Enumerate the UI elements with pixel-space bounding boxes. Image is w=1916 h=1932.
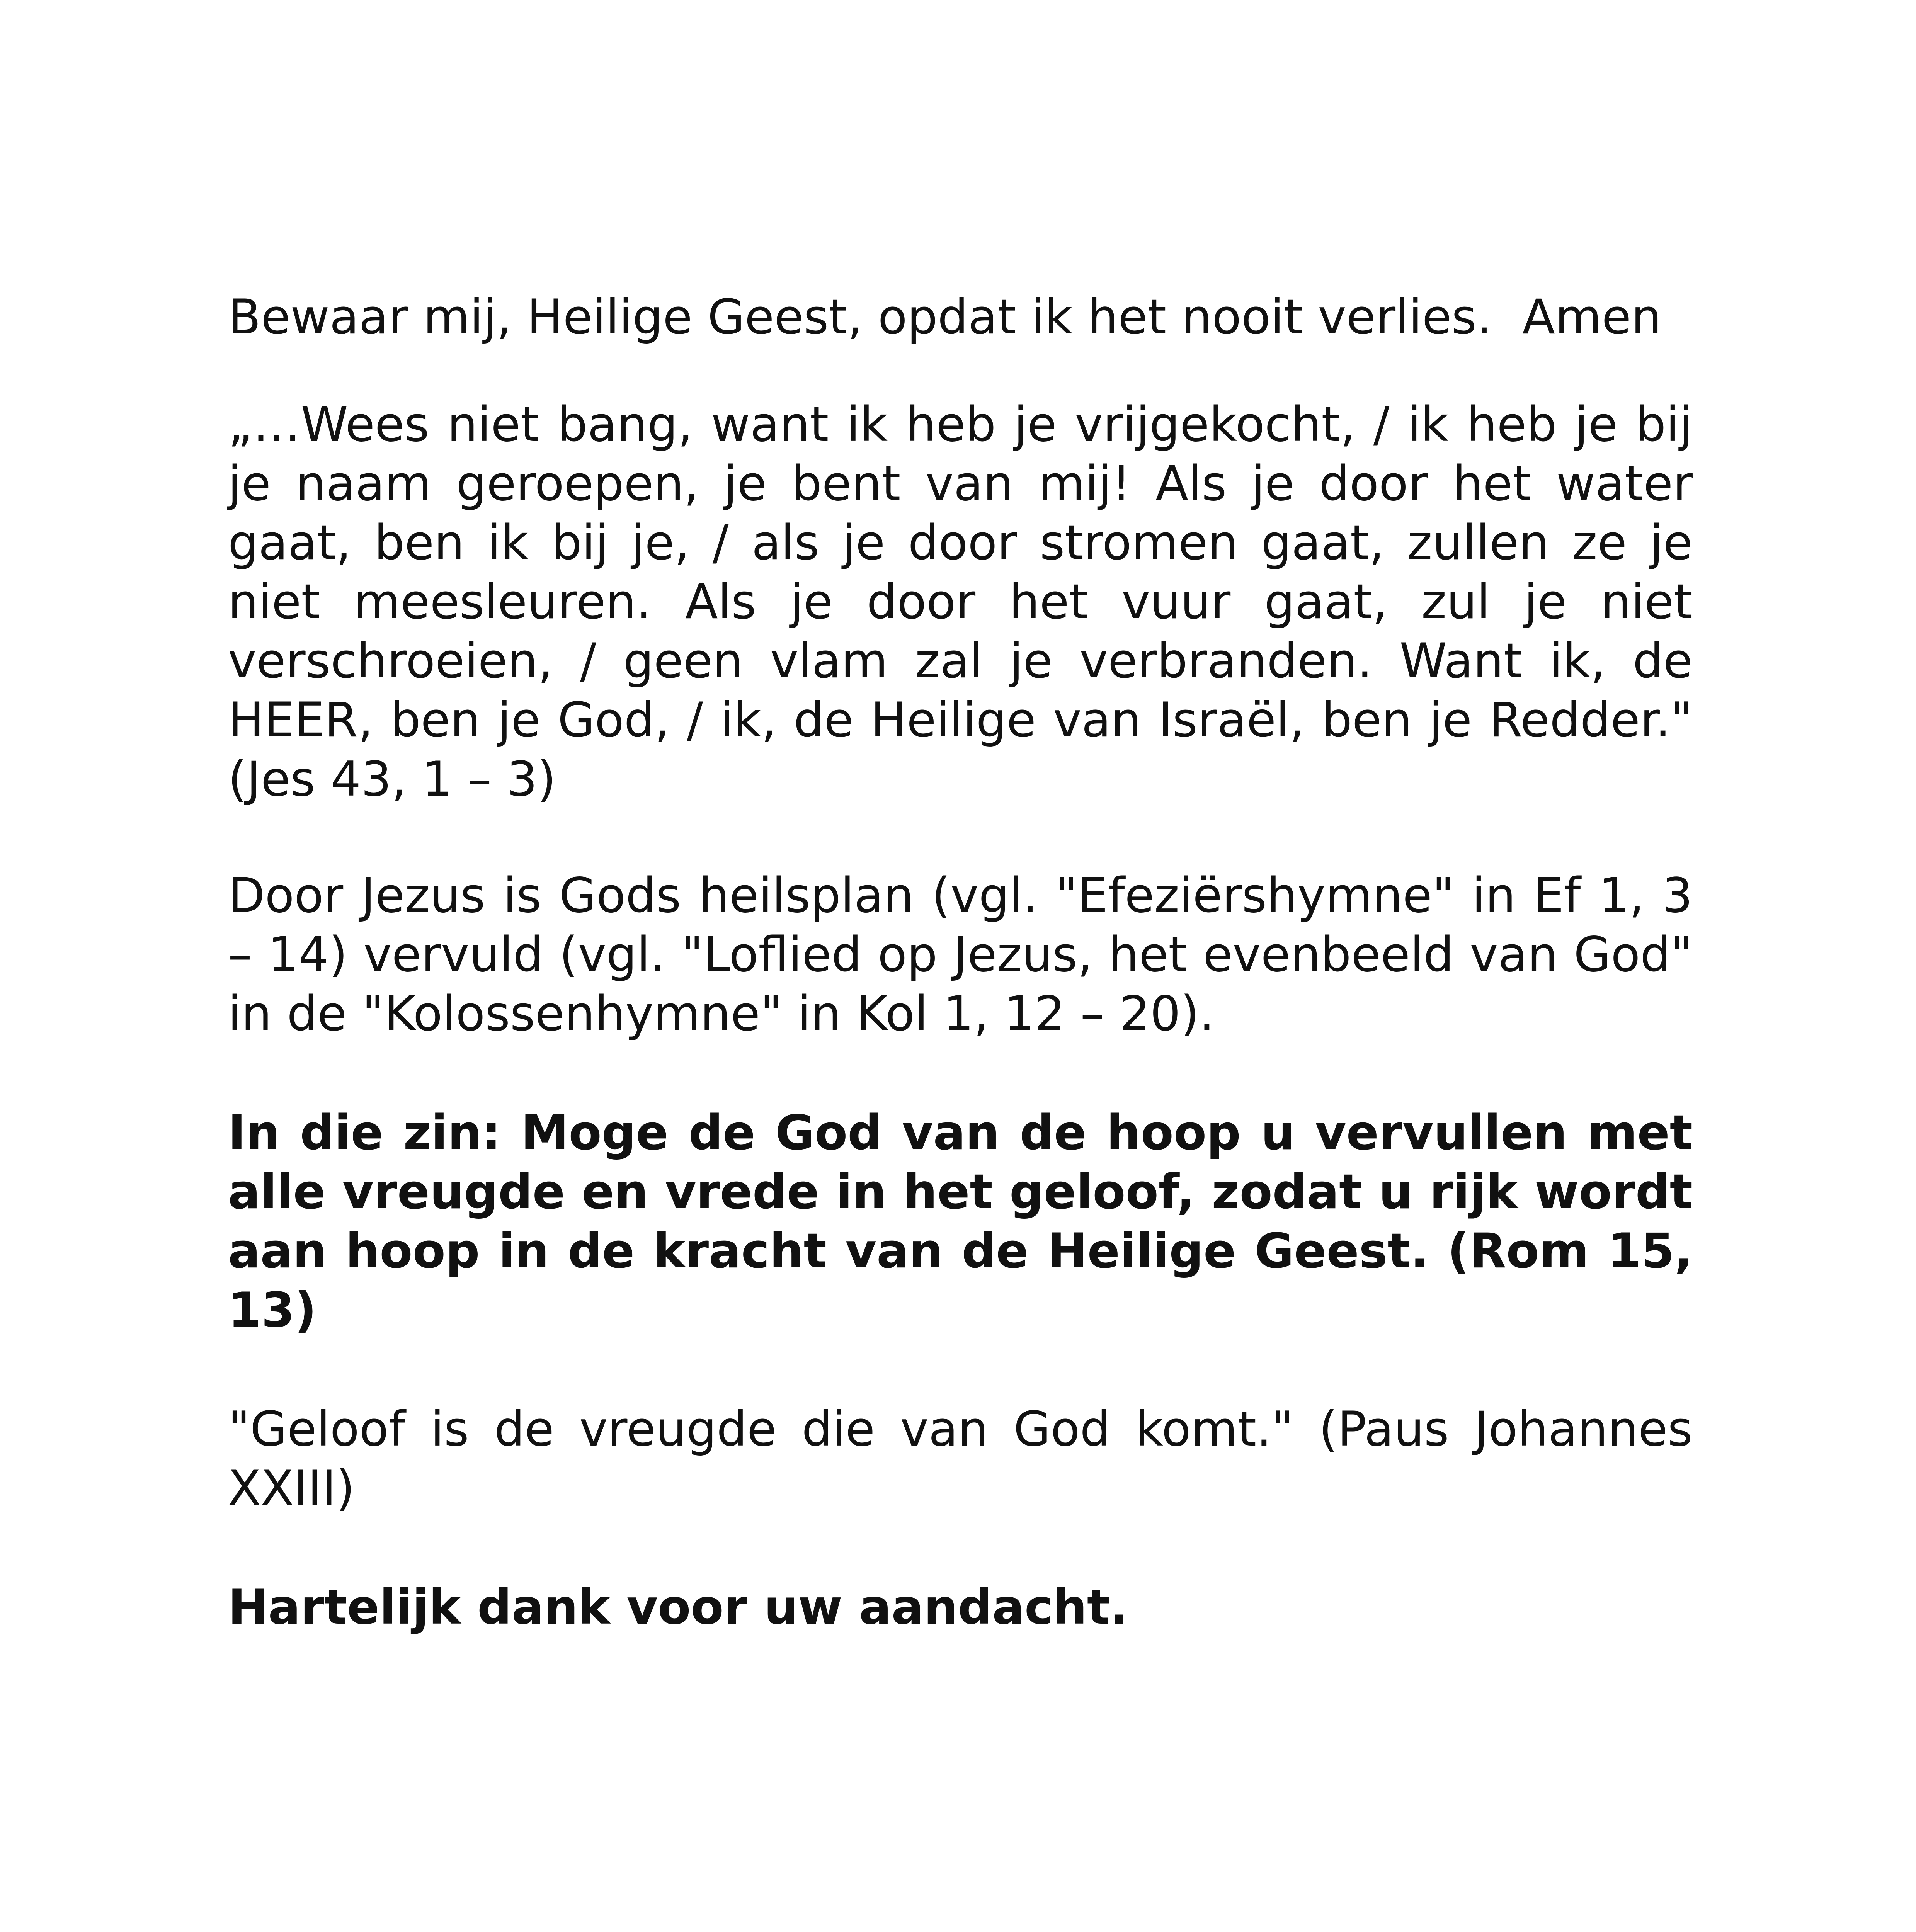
isaiah-quote-paragraph: „…Wees niet bang, want ik heb je vrijgekocht, / ik heb je bij je naam geroepen, je bent van mij! Als je door het water gaat, ben ik bij je, / als je door stromen gaat, zullen ze je niet meesleuren. Als je door het vuur gaat, zul je niet verschroeien, / geen vlam zal je verbranden. Want ik, de HEER, ben je God, / ik, de Heilige van Israël, ben je Redder." (Jes 43, 1 – 3)	[228, 397, 1693, 807]
closing-prayer-paragraph: Bewaar mij, Heilige Geest, opdat ik het nooit verlies. Amen	[228, 289, 1662, 345]
romans-blessing-paragraph: In die zin: Moge de God van de hoop u vervullen met alle vreugde en vrede in het geloof, zodat u rijk wordt aan hoop in de kracht van de Heilige Geest. (Rom 15, 13)	[228, 1105, 1693, 1338]
thank-you-paragraph: Hartelijk dank voor uw aandacht.	[228, 1580, 1128, 1635]
pope-quote-paragraph: "Geloof is de vreugde die van God komt." (Paus Johannes XXIII)	[228, 1401, 1693, 1516]
page-body	[228, 288, 1693, 1637]
salvation-plan-paragraph: Door Jezus is Gods heilsplan (vgl. "Efeziërshymne" in Ef 1, 3 – 14) vervuld (vgl. "Loflied op Jezus, het evenbeeld van God" in de "Kolossenhymne" in Kol 1, 12 – 20).	[228, 868, 1693, 1042]
